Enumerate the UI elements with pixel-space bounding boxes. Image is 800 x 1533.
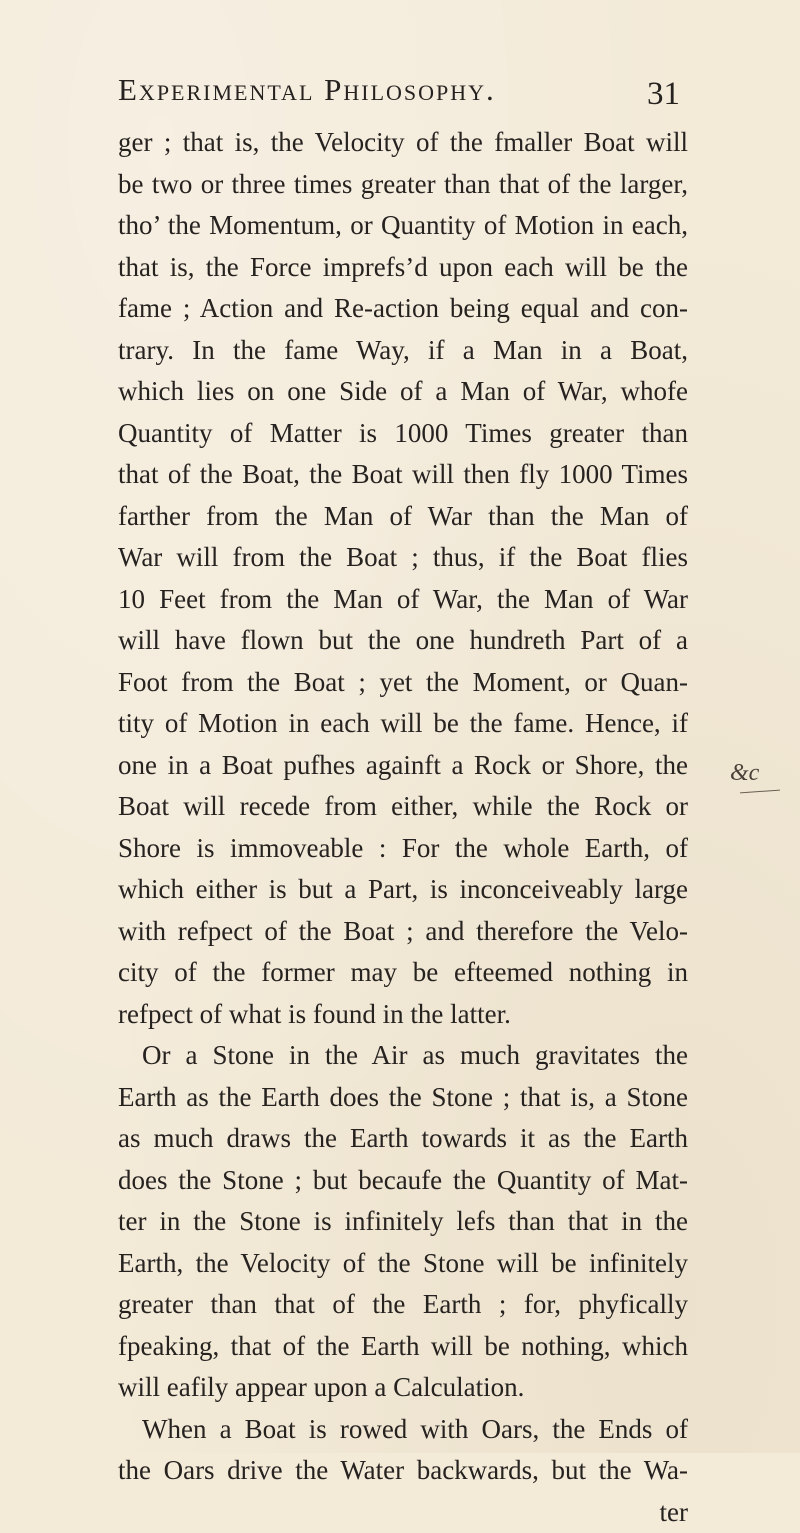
- catchword: ter: [118, 1492, 688, 1533]
- text-line: Shore is immoveable : For the whole Earth, of: [118, 828, 688, 870]
- text-line: with refpect of the Boat ; and therefore the Velo-: [118, 911, 688, 953]
- text-line: fpeaking, that of the Earth will be nothing, which: [118, 1326, 688, 1368]
- text-line: Boat will recede from either, while the Rock or: [118, 786, 688, 828]
- text-line: as much draws the Earth towards it as the Earth: [118, 1118, 688, 1160]
- text-line: ter in the Stone is infinitely lefs than that in the: [118, 1201, 688, 1243]
- text-line: refpect of what is found in the latter.: [118, 994, 688, 1036]
- text-line: tho’ the Momentum, or Quantity of Motion in each,: [118, 205, 688, 247]
- text-line: will have flown but the one hundreth Part of a: [118, 620, 688, 662]
- text-line: be two or three times greater than that of the larger,: [118, 164, 688, 206]
- page-number: 31: [647, 76, 680, 113]
- text-line: will eafily appear upon a Calculation.: [118, 1367, 688, 1409]
- text-line: greater than that of the Earth ; for, phyfically: [118, 1284, 688, 1326]
- margin-note-underline: [740, 790, 780, 794]
- text-line: Earth as the Earth does the Stone ; that is, a Stone: [118, 1077, 688, 1119]
- text-line: Or a Stone in the Air as much gravitates the: [118, 1035, 688, 1077]
- text-line: that is, the Force imprefs’d upon each will be the: [118, 247, 688, 289]
- text-line: city of the former may be efteemed nothing in: [118, 952, 688, 994]
- text-line: War will from the Boat ; thus, if the Boat flies: [118, 537, 688, 579]
- text-line: which lies on one Side of a Man of War, whofe: [118, 371, 688, 413]
- text-line: Quantity of Matter is 1000 Times greater than: [118, 413, 688, 455]
- text-line: does the Stone ; but becaufe the Quantity of Mat-: [118, 1160, 688, 1202]
- text-line: Earth, the Velocity of the Stone will be infinitely: [118, 1243, 688, 1285]
- text-line: farther from the Man of War than the Man of: [118, 496, 688, 538]
- text-line: that of the Boat, the Boat will then fly 1000 Times: [118, 454, 688, 496]
- text-line: fame ; Action and Re-action being equal and con-: [118, 288, 688, 330]
- running-head: [118, 72, 678, 122]
- text-line: 10 Feet from the Man of War, the Man of War: [118, 579, 688, 621]
- text-line: When a Boat is rowed with Oars, the Ends of: [118, 1409, 688, 1451]
- handwritten-margin-note: [730, 760, 780, 800]
- text-line: Foot from the Boat ; yet the Moment, or Quan-: [118, 662, 688, 704]
- text-line: which either is but a Part, is inconceiveably large: [118, 869, 688, 911]
- text-line: trary. In the fame Way, if a Man in a Boat,: [118, 330, 688, 372]
- text-line: one in a Boat pufhes againft a Rock or Shore, the: [118, 745, 688, 787]
- text-line: the Oars drive the Water backwards, but the Wa-: [118, 1450, 688, 1492]
- margin-note-text: &c: [730, 760, 759, 786]
- running-head-title: Experimental Philosophy.: [118, 72, 496, 108]
- body-text: [118, 122, 688, 1533]
- text-line: tity of Motion in each will be the fame. Hence, if: [118, 703, 688, 745]
- text-line: ger ; that is, the Velocity of the fmaller Boat will: [118, 122, 688, 164]
